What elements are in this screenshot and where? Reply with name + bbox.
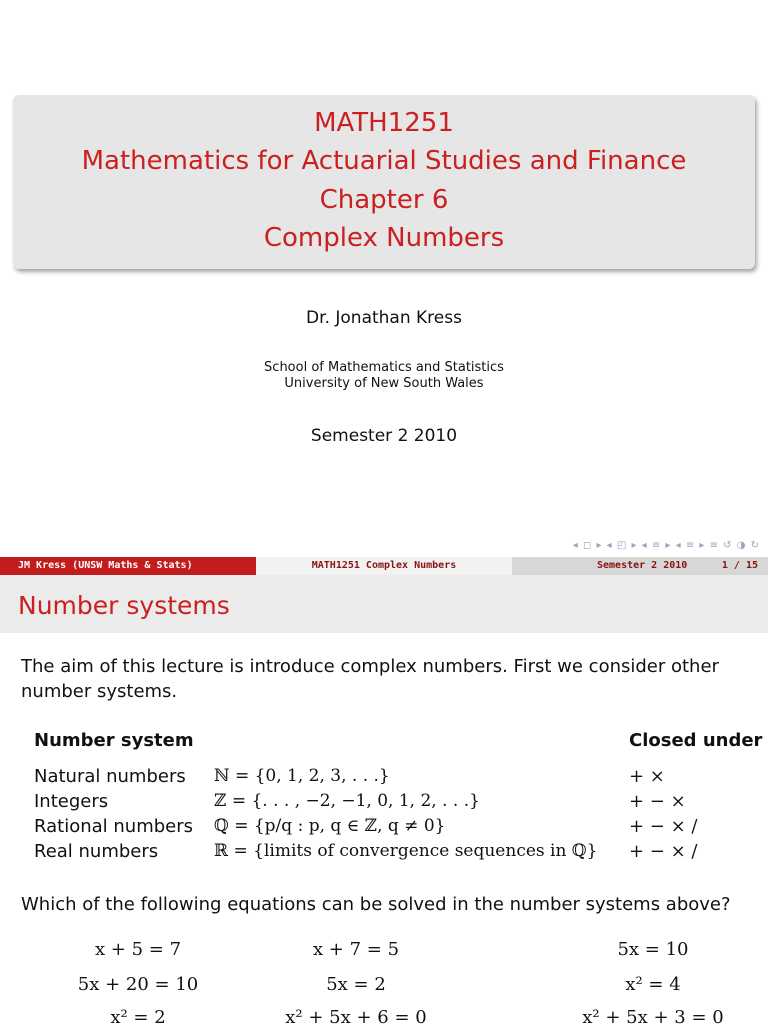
- footer-date-page: [512, 557, 768, 575]
- table-row: [0, 766, 768, 791]
- footer-title: MATH1251 Complex Numbers: [256, 557, 512, 575]
- table-header-closed: Closed under: [629, 730, 763, 751]
- closed-operations: + − × /: [629, 841, 698, 862]
- equation: 5x = 10: [617, 939, 689, 960]
- content-slide: [0, 575, 768, 1028]
- equation: x + 5 = 7: [94, 939, 182, 960]
- table-row: [0, 791, 768, 816]
- equation: x² + 5x + 6 = 0: [285, 1007, 427, 1028]
- beamer-navigation-icons[interactable]: ◂ ◻ ▸ ◂ ◰ ▸ ◂ ≡ ▸ ◂ ≡ ▸ ≡ ↺ ◑ ↻: [572, 540, 760, 551]
- affiliation-school: School of Mathematics and Statistics: [264, 360, 504, 375]
- question-text: Which of the following equations can be solved in the number systems above?: [21, 894, 731, 915]
- footer-date: Semester 2 2010: [597, 560, 688, 571]
- chapter-title: Complex Numbers: [263, 223, 505, 253]
- equation: x² = 2: [110, 1007, 166, 1028]
- equation: 5x + 20 = 10: [77, 974, 199, 995]
- table-row: [0, 816, 768, 841]
- footer-author: JM Kress (UNSW Maths & Stats): [0, 557, 256, 575]
- system-name: Rational numbers: [34, 816, 194, 837]
- chapter-number: Chapter 6: [319, 185, 449, 215]
- system-set: ℝ = {limits of convergence sequences in ℚ}: [214, 841, 598, 861]
- equation: x² + 5x + 3 = 0: [582, 1007, 724, 1028]
- frame-title: Number systems: [18, 591, 230, 620]
- title-block: [13, 95, 755, 269]
- footer-bar: [0, 557, 768, 575]
- table-header-system: Number system: [34, 730, 194, 751]
- frame-title-bar: [0, 575, 768, 633]
- equation: 5x = 2: [326, 974, 386, 995]
- closed-operations: + − ×: [629, 791, 686, 812]
- system-set: ℤ = {. . . , −2, −1, 0, 1, 2, . . .}: [214, 791, 480, 811]
- equation: x + 7 = 5: [312, 939, 400, 960]
- system-set: ℚ = {p/q : p, q ∈ ℤ, q ≠ 0}: [214, 816, 446, 836]
- system-name: Integers: [34, 791, 109, 812]
- system-name: Real numbers: [34, 841, 159, 862]
- author: Dr. Jonathan Kress: [306, 308, 462, 328]
- system-set: ℕ = {0, 1, 2, 3, . . .}: [214, 766, 390, 786]
- presentation-date: Semester 2 2010: [310, 426, 458, 446]
- closed-operations: + ×: [629, 766, 665, 787]
- intro-line-2: number systems.: [21, 681, 178, 702]
- equation: x² = 4: [625, 974, 681, 995]
- course-name: Mathematics for Actuarial Studies and Finance: [81, 146, 687, 176]
- affiliation-university: University of New South Wales: [284, 376, 484, 391]
- footer-page-number: 1 / 15: [721, 560, 758, 571]
- course-code: MATH1251: [314, 108, 454, 138]
- system-name: Natural numbers: [34, 766, 186, 787]
- intro-line-1: The aim of this lecture is introduce complex numbers. First we consider other: [21, 656, 719, 677]
- closed-operations: + − × /: [629, 816, 698, 837]
- table-row: [0, 841, 768, 866]
